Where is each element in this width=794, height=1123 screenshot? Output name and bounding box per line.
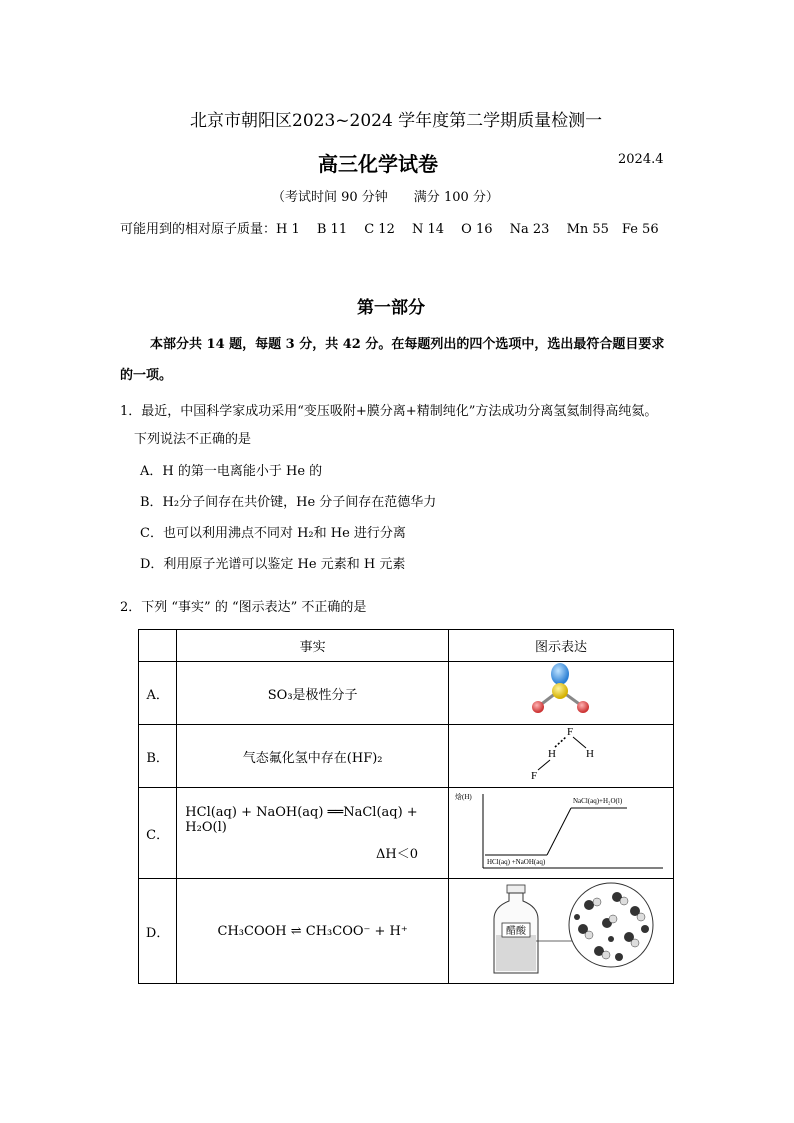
- enthalpy-diagram: [449, 788, 673, 874]
- q2-header-fact: 事实: [177, 630, 449, 662]
- q2-row-d: [139, 879, 674, 984]
- q1-option-d: D．利用原子光谱可以鉴定 He 元素和 H 元素: [140, 557, 406, 572]
- bottle-label: 醋酸: [505, 926, 526, 937]
- exam-subtitle: 高三化学试卷: [318, 152, 438, 176]
- q2-row-c-figure: [448, 788, 673, 879]
- part1-instructions-line1: 本部分共 14 题，每题 3 分，共 42 分。在每题列出的四个选项中，选出最符合题目要求: [150, 337, 665, 352]
- acetic-acid-bottle-figure: [449, 879, 673, 979]
- q1-option-b: B．H₂分子间存在共价键，He 分子间存在范德华力: [140, 495, 437, 510]
- q2-row-a: [139, 662, 674, 725]
- q1-option-c: C．也可以利用沸点不同对 H₂和 He 进行分离: [140, 526, 406, 541]
- exam-title: 北京市朝阳区2023~2024 学年度第二学期质量检测一: [190, 111, 603, 131]
- q2-row-d-fact: CH₃COOH ⇌ CH₃COO⁻ + H⁺: [177, 879, 449, 984]
- so3-molecule-model: [449, 662, 673, 720]
- q1-stem-line2: 下列说法不正确的是: [134, 432, 252, 447]
- q2-table: [138, 629, 674, 984]
- exam-date: 2024.4: [618, 152, 664, 167]
- hf-h-right: H: [585, 748, 594, 760]
- q2-row-c-label: C．: [139, 788, 177, 879]
- q2-row-c-equation: HCl(aq) + NaOH(aq) ══NaCl(aq) + H₂O(l): [185, 804, 418, 835]
- enthalpy-axis-label: 焓(H): [454, 793, 472, 801]
- q2-row-d-label: D．: [139, 879, 177, 984]
- part1-title: 第一部分: [357, 298, 425, 318]
- q2-header-blank: [139, 630, 177, 662]
- q1-option-a: A．H 的第一电离能小于 He 的: [140, 464, 323, 479]
- q2-header-figure: 图示表达: [448, 630, 673, 662]
- q2-row-b-fact: 气态氟化氢中存在(HF)₂: [177, 725, 449, 788]
- q2-row-b-figure: [448, 725, 673, 788]
- q2-row-c-fact: [177, 788, 449, 879]
- hf-dimer-diagram: [449, 725, 673, 783]
- q2-row-a-fact: SO₃是极性分子: [177, 662, 449, 725]
- q2-row-a-figure: [448, 662, 673, 725]
- q1-stem-line1: 1．最近，中国科学家成功采用“变压吸附+膜分离+精制纯化”方法成功分离氢氦制得高纯氦。: [120, 404, 658, 419]
- enthalpy-upper-label: NaCl(aq)+H₂O(l): [572, 797, 623, 805]
- q2-row-a-label: A．: [139, 662, 177, 725]
- q2-header-row: [139, 630, 674, 662]
- q2-row-c-dh: ΔH＜0: [375, 846, 418, 862]
- q2-row-b-label: B．: [139, 725, 177, 788]
- hf-f-top: F: [566, 726, 574, 738]
- exam-info: （考试时间 90 分钟 满分 100 分）: [272, 190, 499, 205]
- q2-row-c: [139, 788, 674, 879]
- q2-stem: 2．下列 “事实” 的 “图示表达” 不正确的是: [120, 600, 367, 615]
- hf-h-left: H: [547, 748, 556, 760]
- atomic-masses: 可能用到的相对原子质量：H 1 B 11 C 12 N 14 O 16 Na 23 Mn 55 Fe 56: [120, 222, 659, 237]
- part1-instructions-line2: 的一项。: [120, 368, 173, 383]
- enthalpy-lower-label: HCl(aq) +NaOH(aq): [486, 858, 546, 866]
- hf-f-bottom: F: [530, 770, 538, 782]
- q2-row-b: [139, 725, 674, 788]
- q2-row-d-figure: [448, 879, 673, 984]
